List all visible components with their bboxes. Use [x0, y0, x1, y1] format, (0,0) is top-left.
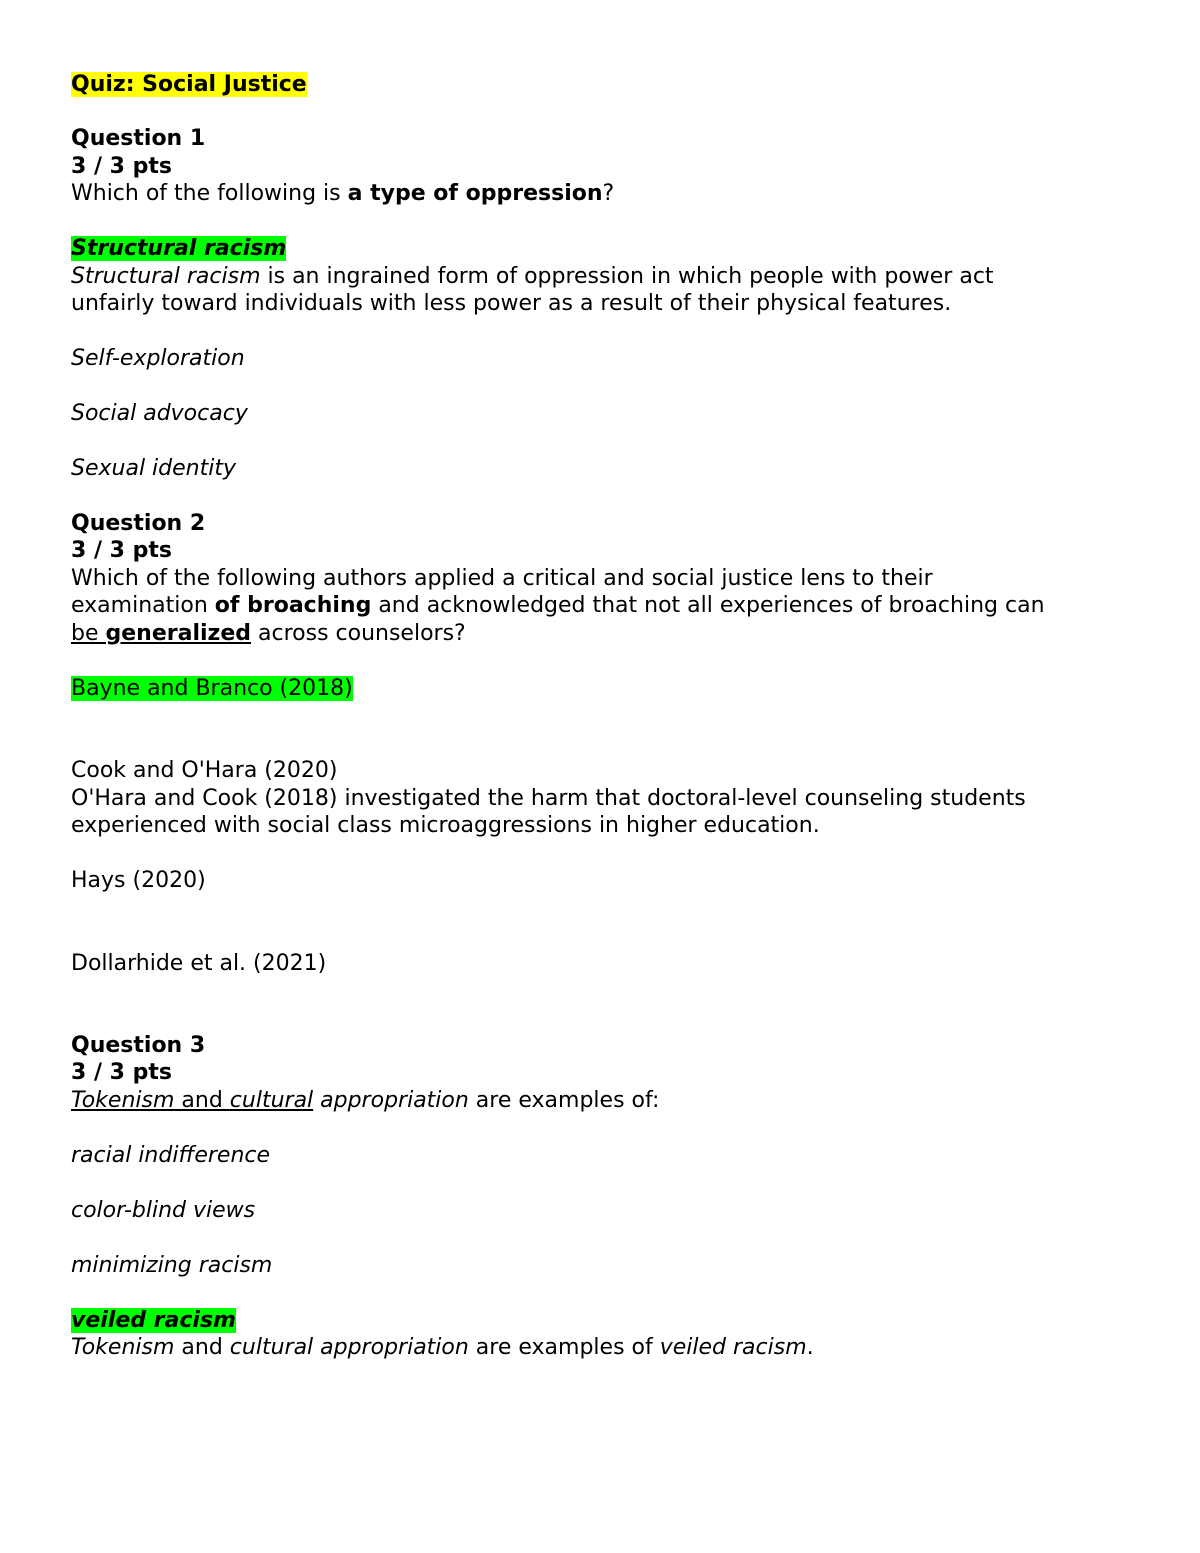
- q3-explanation-text: and: [174, 1335, 230, 1360]
- q2-prompt-text: and acknowledged that not all experiences of broaching can: [371, 593, 1045, 618]
- q3-prompt-term: appropriation: [313, 1088, 469, 1113]
- q1-explanation-term: Structural racism: [71, 264, 261, 289]
- q3-correct-answer: veiled racism: [71, 1308, 236, 1333]
- q1-option: Sexual identity: [71, 456, 236, 481]
- q2-prompt-emphasis: of broaching: [214, 593, 372, 618]
- q3-explanation-end: .: [806, 1335, 814, 1360]
- q2-correct-answer-line: [71, 675, 353, 702]
- q1-correct-answer-line: [71, 235, 286, 262]
- quiz-title: Quiz: Social Justice: [71, 72, 307, 97]
- q1-prompt: [71, 180, 614, 207]
- q2-prompt-end: across counselors?: [251, 621, 466, 646]
- q3-correct-answer-line: [71, 1307, 236, 1334]
- q1-explanation-line1: [71, 263, 994, 290]
- q2-explanation-line2: experienced with social class microaggressions in higher education.: [71, 813, 820, 838]
- q1-explanation-text: is an ingrained form of oppression in which people with power act: [260, 264, 994, 289]
- q1-correct-answer: Structural racism: [71, 236, 287, 261]
- q1-explanation-line2: unfairly toward individuals with less power as a result of their physical features.: [71, 291, 952, 316]
- q1-prompt-end: ?: [602, 181, 615, 206]
- q3-explanation-term: Tokenism: [71, 1335, 175, 1360]
- q2-prompt-text: examination: [71, 593, 215, 618]
- q3-prompt-term: Tokenism: [71, 1088, 175, 1113]
- q1-option: Social advocacy: [71, 401, 248, 426]
- q2-prompt-underlined: be: [71, 621, 106, 646]
- q2-prompt-line1: Which of the following authors applied a critical and social justice lens to their: [71, 566, 933, 591]
- q3-explanation-term: veiled racism: [659, 1335, 807, 1360]
- q3-heading: Question 3: [71, 1033, 206, 1058]
- q2-prompt-emphasis: generalized: [105, 621, 252, 646]
- q3-points: 3 / 3 pts: [71, 1060, 172, 1085]
- q2-prompt-line2: [71, 592, 1045, 619]
- q3-explanation: [71, 1334, 814, 1361]
- q3-option: color-blind views: [71, 1198, 256, 1223]
- q2-option: Hays (2020): [71, 868, 206, 893]
- quiz-title-line: [71, 71, 307, 98]
- q1-prompt-text: Which of the following is: [71, 181, 348, 206]
- q2-option: Cook and O'Hara (2020): [71, 758, 338, 783]
- q2-correct-answer: Bayne and Branco (2018): [71, 676, 353, 701]
- q1-heading: Question 1: [71, 126, 206, 151]
- q3-prompt-end: are examples of:: [468, 1088, 660, 1113]
- q2-points: 3 / 3 pts: [71, 538, 172, 563]
- q3-explanation-text: are examples of: [468, 1335, 660, 1360]
- q3-prompt: [71, 1087, 659, 1114]
- q2-option: Dollarhide et al. (2021): [71, 951, 327, 976]
- q1-option: Self-exploration: [71, 346, 245, 371]
- q3-prompt-term: cultural: [229, 1088, 314, 1113]
- q2-explanation-line1: O'Hara and Cook (2018) investigated the harm that doctoral-level counseling students: [71, 786, 1026, 811]
- q3-prompt-text: and: [174, 1088, 230, 1113]
- q3-option: minimizing racism: [71, 1253, 273, 1278]
- q2-prompt-line3: [71, 620, 466, 647]
- q3-explanation-term: cultural appropriation: [229, 1335, 469, 1360]
- q1-prompt-emphasis: a type of oppression: [347, 181, 603, 206]
- q2-heading: Question 2: [71, 511, 206, 536]
- q1-points: 3 / 3 pts: [71, 154, 172, 179]
- q3-option: racial indifference: [71, 1143, 271, 1168]
